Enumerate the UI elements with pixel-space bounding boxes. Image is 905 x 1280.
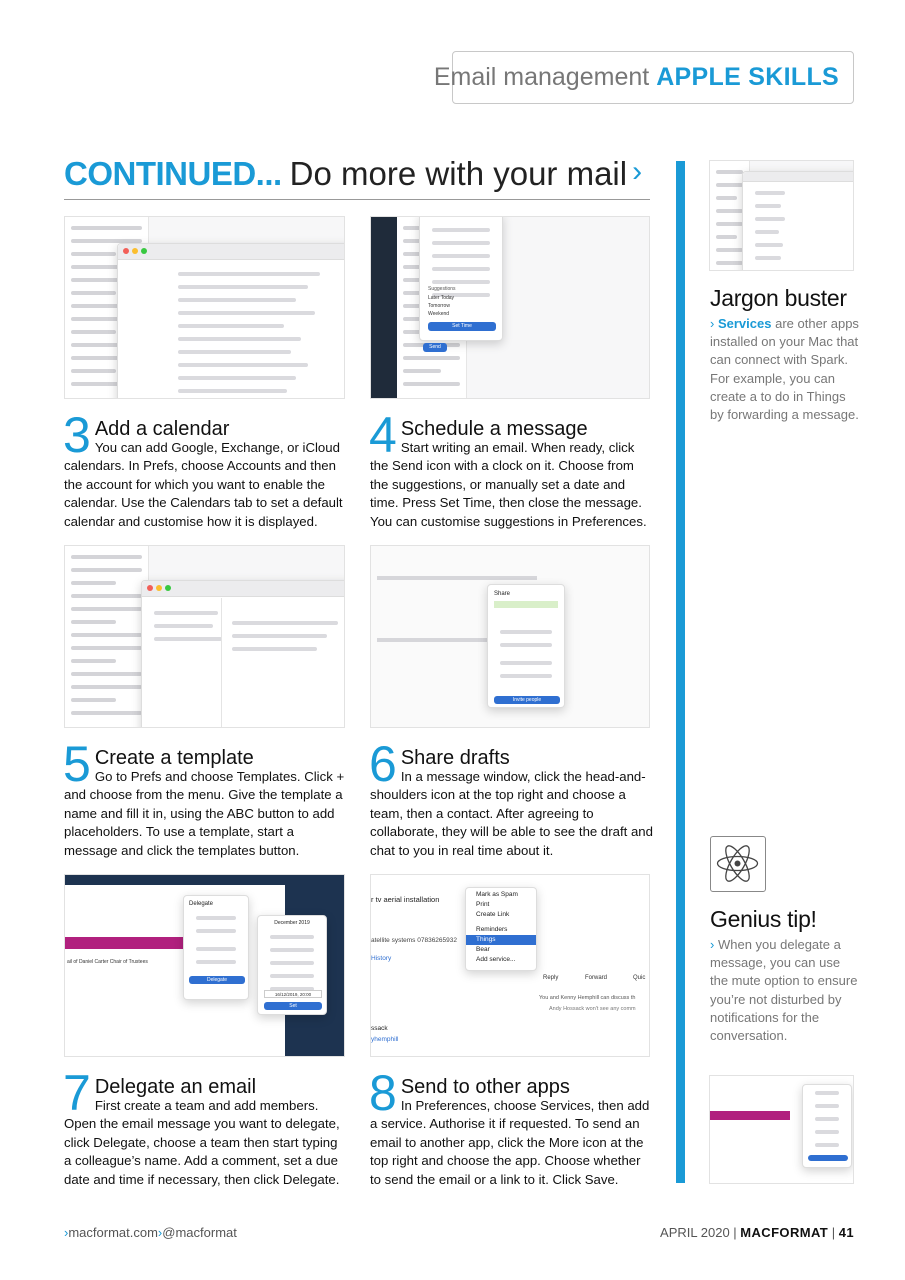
sender-handle: yhemphill [371,1036,399,1043]
share-title: Share [494,591,511,597]
step-title: Share drafts [400,747,510,769]
genius-tip [710,906,860,1045]
step-title: Schedule a message [400,418,588,440]
email-subject: ail of Daniel Carter Chair of Trustees [67,959,148,965]
email-line: atellite systems 07836265932 [371,937,458,944]
jargon-title: Jargon buster [710,285,847,311]
jargon-buster [710,285,860,424]
footer-magazine: MACFORMAT [740,1225,829,1240]
step-number: 4 [369,407,397,463]
menu-print[interactable]: Print [476,901,490,908]
page-title [64,150,650,200]
step-title: Add a calendar [94,418,230,440]
discuss-note: You and Kenny Hemphill can discuss th [539,995,636,1001]
menu-reminders[interactable]: Reminders [476,926,508,933]
step-4 [369,407,654,531]
reply-button[interactable]: Reply [543,975,559,981]
screenshot-services [370,874,650,1057]
screenshot-share [370,545,650,728]
invite-people-button[interactable]: Invite people [494,696,560,704]
step-number: 3 [63,407,91,463]
footer-handle[interactable]: @macformat [162,1225,237,1240]
menu-create-link[interactable]: Create Link [476,911,510,918]
screenshot-schedule [370,216,650,399]
step-8 [369,1065,654,1189]
menu-add-service[interactable]: Add service... [476,956,516,963]
step-6 [369,736,654,860]
step-body: Start writing an email. When ready, click the Send icon with a clock on it. Choose from the suggestions, or manually set a date and time. Press Set Time, then close the message. You can customise suggestions in Preferences. [370,440,647,529]
section-brand: APPLE SKILLS [656,63,839,91]
forward-button[interactable]: Forward [585,975,608,981]
chevron-right-icon: › [710,937,715,952]
step-title: Delegate an email [94,1076,257,1098]
chevron-right-icon: › [710,316,715,331]
menu-mark-spam[interactable]: Mark as Spam [476,891,518,898]
set-button[interactable]: Set [264,1002,322,1010]
page-number: 41 [838,1225,854,1240]
suggestion-weekend[interactable]: Weekend [428,311,450,317]
step-number: 6 [369,736,397,792]
step-body: You can add Google, Exchange, or iCloud calendars. In Prefs, choose Accounts and then the account for which you want to enable the calendar. Use the Calendars tab to set a default calendar and customise how it is displayed. [64,440,343,529]
step-7 [63,1065,348,1189]
atom-icon [710,836,766,892]
footer-site[interactable]: macformat.com [68,1225,158,1240]
calendar-month: December 2019 [274,920,310,926]
step-number: 5 [63,736,91,792]
step-number: 7 [63,1065,91,1121]
sidebar-thumbnail-services [709,160,854,271]
screenshot-delegate [64,874,345,1057]
step-body: First create a team and add members. Open the email message you want to delegate, click Delegate, choose a team then start typing a colleague’s name. Add a comment, set a due date and time if necessary, then click Delegate. [64,1098,340,1187]
section-name: Email management [433,63,650,91]
suggestion-tomorrow[interactable]: Tomorrow [428,303,450,309]
menu-bear[interactable]: Bear [476,946,490,953]
screenshot-templates [64,545,345,728]
quick-reply-button[interactable]: Quic [633,975,646,981]
step-title: Send to other apps [400,1076,570,1098]
chevron-right-icon: › [632,155,643,188]
sidebar-divider [676,161,685,1183]
footer-issue: APRIL 2020 [660,1225,730,1240]
screenshot-calendar-prefs [64,216,345,399]
continued-label: CONTINUED... [64,155,282,192]
delegate-title: Delegate [189,901,214,907]
footer-left [64,1225,237,1240]
jargon-text: are other apps installed on your Mac that can connect with Spark. For example, you can create a to do in Things by forwarding a message. [710,316,859,423]
sidebar-thumbnail-delegate [709,1075,854,1184]
sender-name: ssack [371,1025,388,1032]
step-number: 8 [369,1065,397,1121]
step-body: In Preferences, choose Services, then add a service. Authorise it if requested. To send an email to another app, click the More icon at the top right and choose the app. Choose whether to send the email or a link to it. Click Save. [370,1098,650,1187]
step-body: Go to Prefs and choose Templates. Click + and choose from the menu. Give the template a name and fill it in, using the ABC button to add placeholders. To use a template, start a message and click the templates button. [64,769,345,858]
tip-title: Genius tip! [710,906,817,932]
step-5 [63,736,348,860]
menu-things[interactable]: Things [466,935,536,945]
step-body: In a message window, click the head-and-shoulders icon at the top right and choose a team, then a contact. After agreeing to collaborate, they will be able to see the draft and chat to you in real time about it. [370,769,653,858]
andy-note: Andy Hossack won't see any comm [549,1006,636,1012]
history-link[interactable]: History [371,955,392,962]
delegate-button[interactable]: Delegate [189,976,245,984]
page-title-text: Do more with your mail [289,155,628,192]
send-button[interactable]: Send [423,343,447,352]
chevron-right-icon: › [157,1225,163,1240]
step-title: Create a template [94,747,254,769]
section-header [433,51,854,104]
footer-right: APRIL 2020 | MACFORMAT | 41 [660,1225,854,1240]
step-3 [63,407,348,531]
chevron-right-icon: › [64,1225,69,1240]
email-subject: r tv aerial installation [371,895,440,904]
jargon-term: Services [717,316,772,331]
tip-text: When you delegate a message, you can use the mute option to ensure you’re not disturbed by notifications for the conversation. [710,937,858,1044]
due-date-field[interactable]: 16/12/2019, 20:00 [264,990,322,998]
suggestions-label: Suggestions [428,286,456,292]
suggestion-later-today[interactable]: Later Today [428,295,455,301]
set-time-button[interactable]: Set Time [428,322,496,331]
